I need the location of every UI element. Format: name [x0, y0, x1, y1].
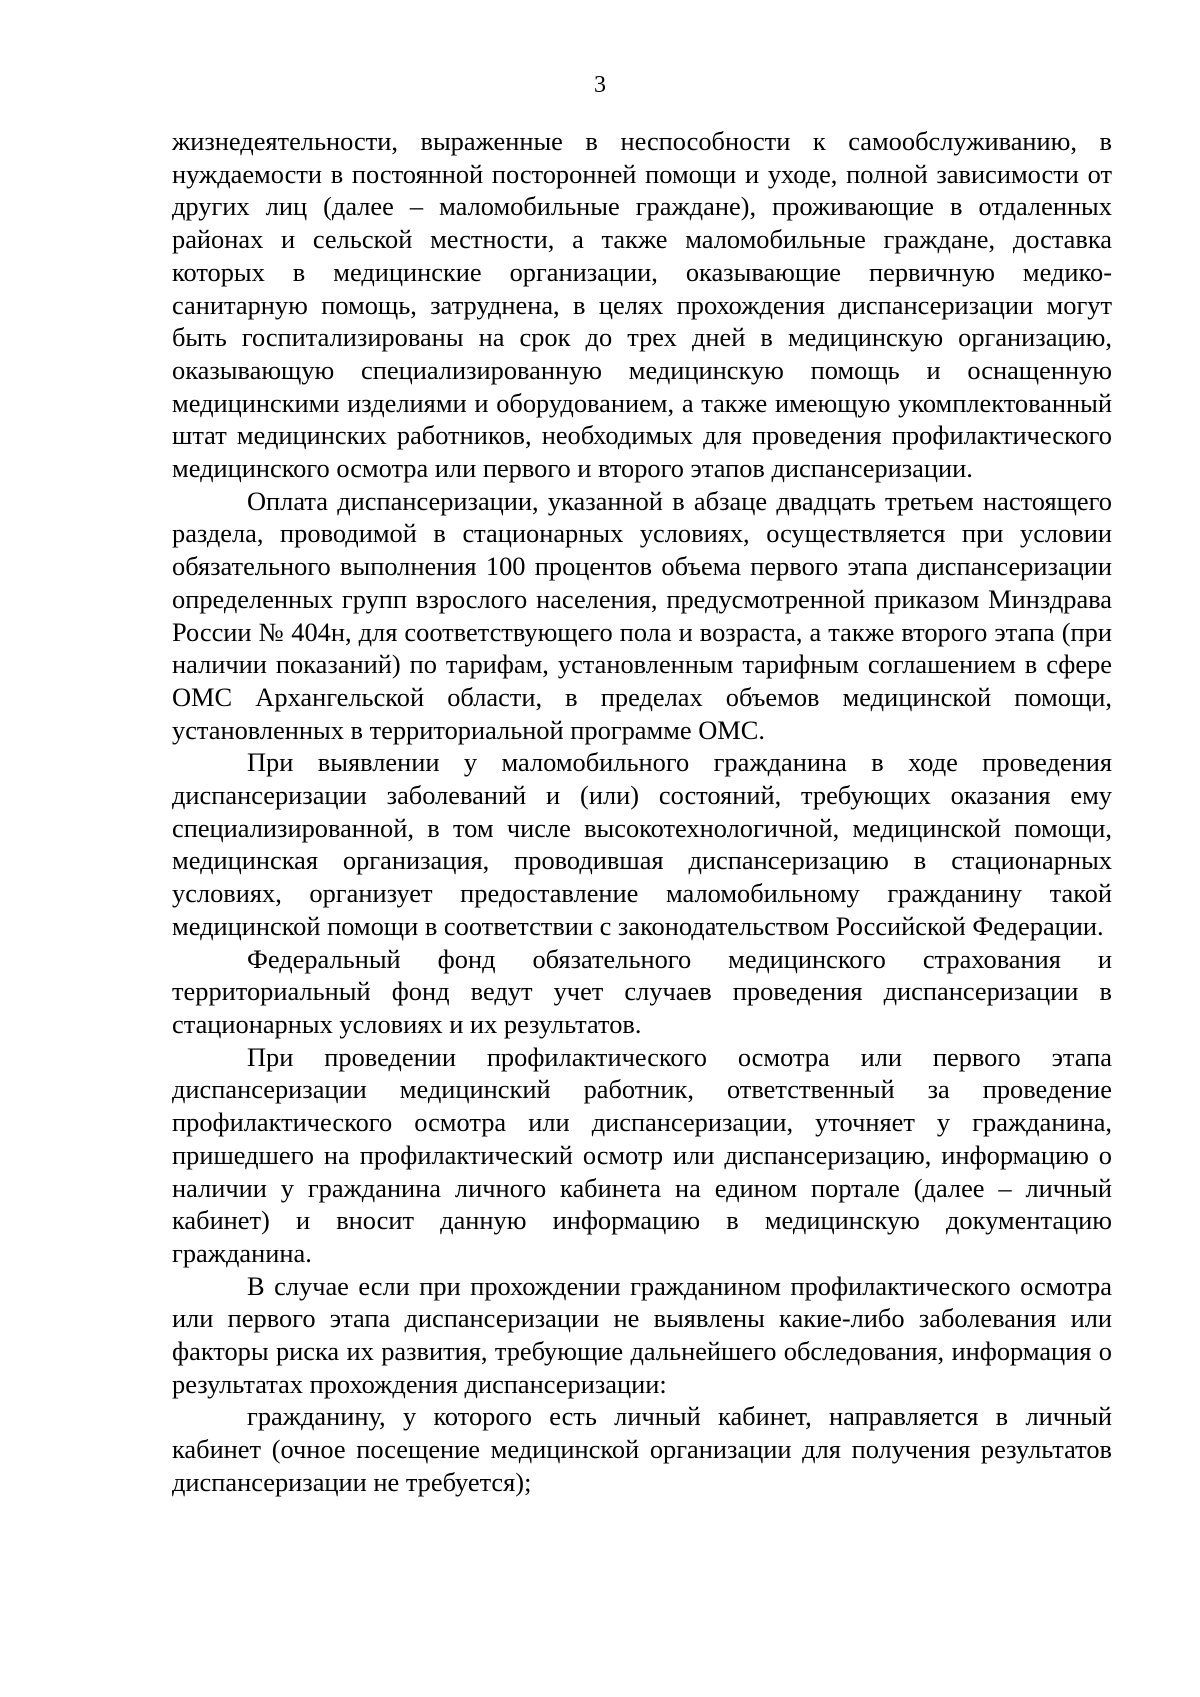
- paragraph-federal-fund: Федеральный фонд обязательного медицинского страхования и территориальный фонд ведут учет случаев проведения диспансеризации в стационарных условиях и их результатов.: [172, 943, 1112, 1039]
- paragraph-continuation: жизнедеятельности, выраженные в неспособности к самообслуживанию, в нуждаемости в постоянной посторонней помощи и уходе, полной зависимости от других лиц (далее – маломобильные граждане), проживающие в отдаленных районах и сельской местности, а также маломобильные граждане, доставка которых в медицинские организации, оказывающие первичную медико-санитарную помощь, затруднена, в целях прохождения диспансеризации могут быть госпитализированы на срок до трех дней в медицинскую организацию, оказывающую специализированную медицинскую помощь и оснащенную медицинскими изделиями и оборудованием, а также имеющую укомплектованный штат медицинских работников, необходимых для проведения профилактического медицинского осмотра или первого и второго этапов диспансеризации.: [172, 126, 1112, 484]
- paragraph-personal-account: При проведении профилактического осмотра или первого этапа диспансеризации медицинский работник, ответственный за проведение профилактического осмотра или диспансеризации, уточняет у гражданина, пришедшего на профилактический осмотр или диспансеризацию, информацию о наличии у гражданина личного кабинета на едином портале (далее – личный кабинет) и вносит данную информацию в медицинскую документацию гражданина.: [172, 1041, 1112, 1268]
- paragraph-payment: Оплата диспансеризации, указанной в абзаце двадцать третьем настоящего раздела, проводимой в стационарных условиях, осуществляется при условии обязательного выполнения 100 процентов объема первого этапа диспансеризации определенных групп взрослого населения, предусмотренной приказом Минздрава России № 404н, для соответствующего пола и возраста, а также второго этапа (при наличии показаний) по тарифам, установленным тарифным соглашением в сфере ОМС Архангельской области, в пределах объемов медицинской помощи, установленных в территориальной программе ОМС.: [172, 485, 1112, 745]
- paragraph-results: В случае если при прохождении гражданином профилактического осмотра или первого этапа диспансеризации не выявлены какие-либо заболевания или факторы риска их развития, требующие дальнейшего обследования, информация о результатах прохождения диспансеризации:: [172, 1270, 1112, 1399]
- page-number: 3: [594, 72, 606, 98]
- document-body: [172, 125, 1112, 1499]
- paragraph-citizen-account: гражданину, у которого есть личный кабинет, направляется в личный кабинет (очное посещение медицинской организации для получения результатов диспансеризации не требуется);: [172, 1401, 1112, 1497]
- paragraph-detection: При выявлении у маломобильного гражданина в ходе проведения диспансеризации заболеваний и (или) состояний, требующих оказания ему специализированной, в том числе высокотехнологичной, медицинской помощи, медицинская организация, проводившая диспансеризацию в стационарных условиях, организует предоставление маломобильному гражданину такой медицинской помощи в соответствии с законодательством Российской Федерации.: [172, 747, 1112, 941]
